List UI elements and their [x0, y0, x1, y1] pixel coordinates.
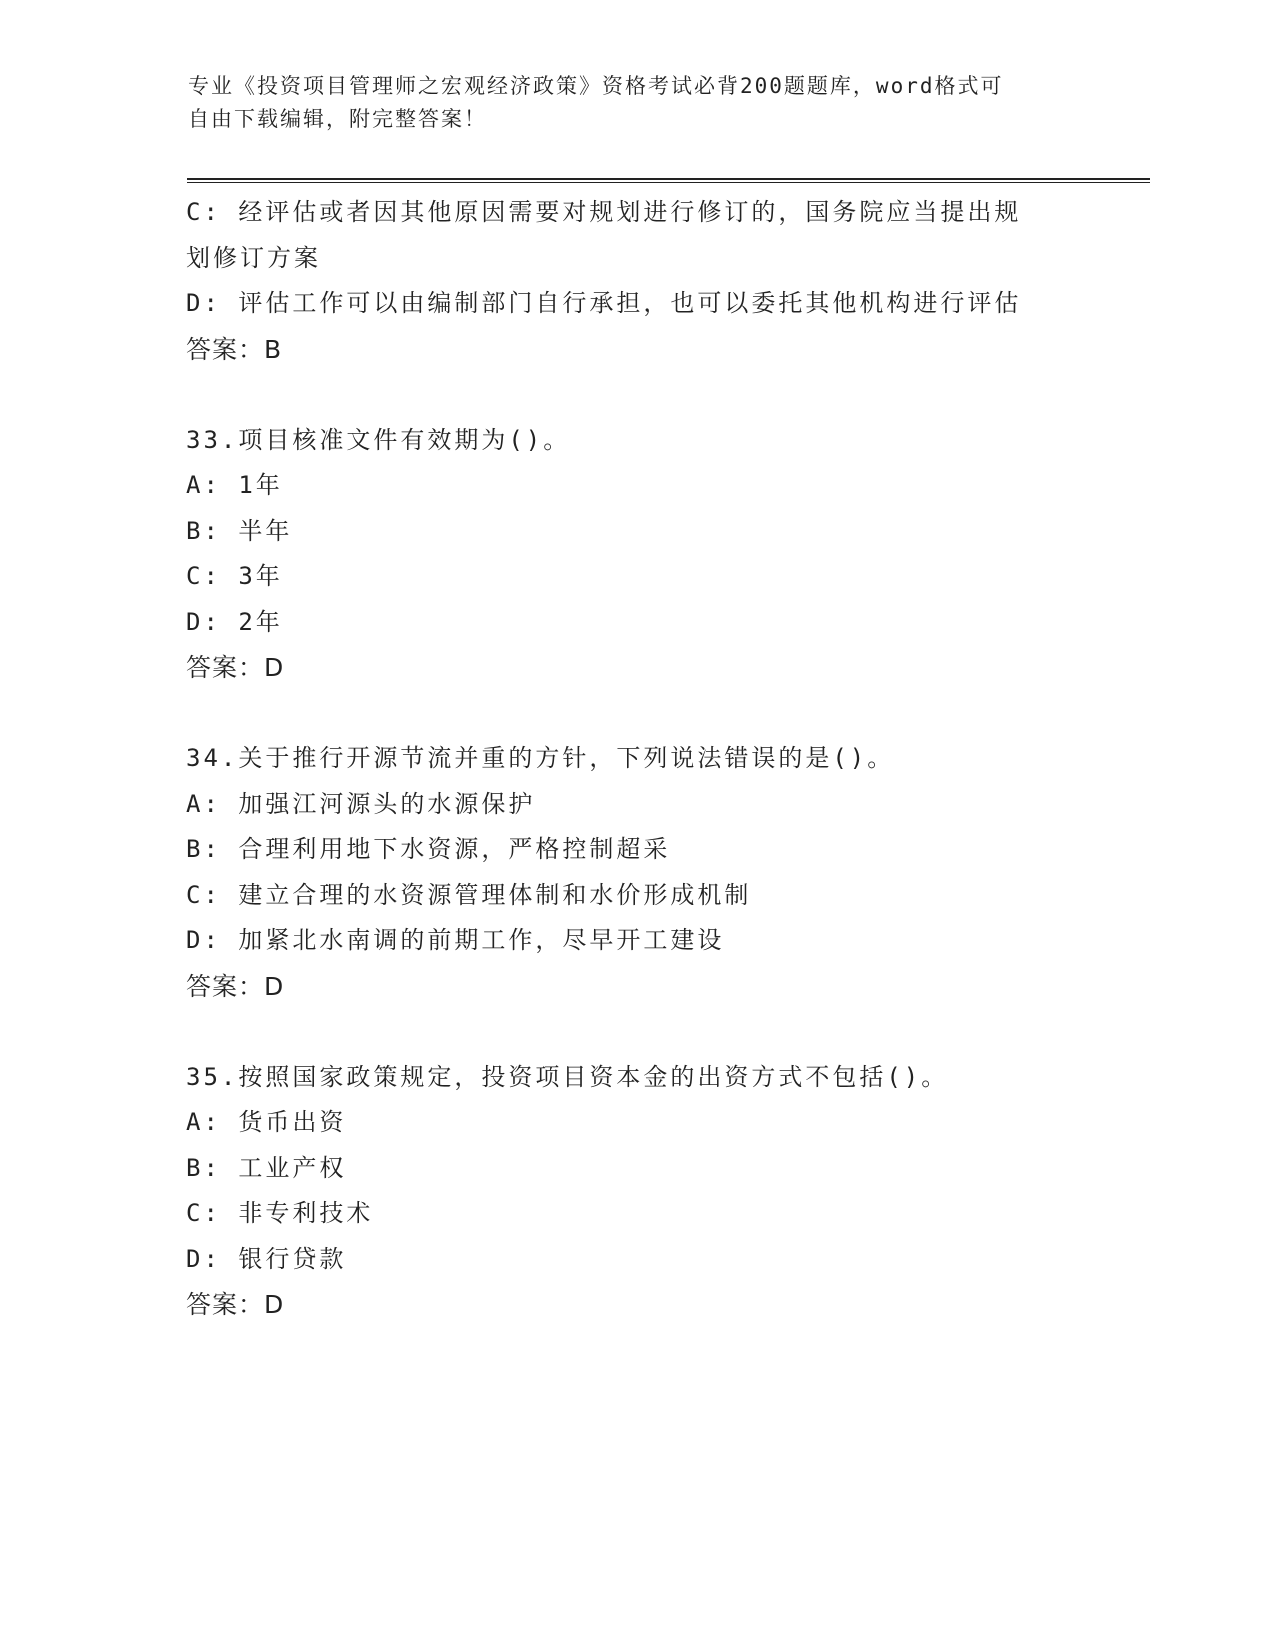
question-stem: 33.项目核准文件有效期为()。: [186, 425, 571, 454]
answer: 答案：D: [186, 971, 285, 1001]
option-b: B: 半年: [186, 516, 293, 545]
question-35: [186, 1055, 1086, 1328]
option-d: D: 银行贷款: [186, 1244, 347, 1273]
option-d: D: 加紧北水南调的前期工作，尽早开工建设: [186, 926, 725, 954]
question-stem: 35.按照国家政策规定，投资项目资本金的出资方式不包括()。: [186, 1062, 949, 1091]
continued-question: [186, 190, 1086, 372]
option-c: C: 3年: [186, 562, 283, 590]
option-c: C: 建立合理的水资源管理体制和水价形成机制: [186, 880, 752, 909]
answer: 答案：D: [186, 1290, 285, 1319]
question-33: [186, 418, 1086, 691]
option-a: A: 加强江河源头的水源保护: [186, 789, 536, 818]
option-a: A: 1年: [186, 471, 283, 499]
question-stem: 34.关于推行开源节流并重的方针，下列说法错误的是()。: [186, 744, 895, 772]
question-34: [186, 736, 1086, 1009]
header-title-line-1: 专业《投资项目管理师之宏观经济政策》资格考试必背200题题库，word格式可: [188, 74, 1004, 98]
option-b: B: 合理利用地下水资源，严格控制超采: [186, 835, 671, 863]
header-divider: [187, 178, 1150, 183]
option-d: D: 2年: [186, 607, 283, 636]
option-b: B: 工业产权: [186, 1153, 347, 1182]
option-d: D: 评估工作可以由编制部门自行承担，也可以委托其他机构进行评估: [186, 289, 1022, 317]
answer: 答案：B: [186, 334, 283, 364]
option-a: A: 货币出资: [186, 1108, 347, 1136]
option-c-continued: 划修订方案: [186, 243, 321, 272]
option-c: C: 经评估或者因其他原因需要对规划进行修订的，国务院应当提出规: [186, 198, 1022, 226]
option-c: C: 非专利技术: [186, 1199, 374, 1227]
answer: 答案：D: [186, 653, 285, 682]
question-content: [186, 190, 1086, 1328]
header-title-line-2: 自由下载编辑，附完整答案！: [188, 107, 487, 131]
document-header: [188, 70, 1088, 136]
